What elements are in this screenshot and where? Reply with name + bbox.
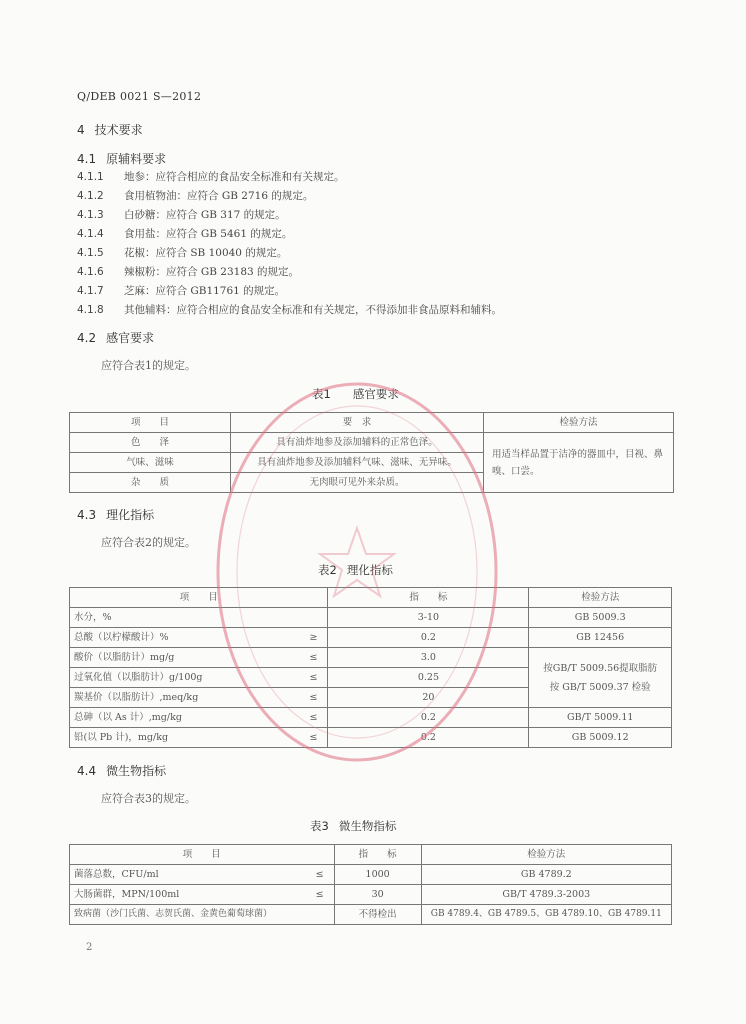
- requirement-cell: 具有油炸地参及添加辅料的正常色泽。: [231, 433, 484, 453]
- comparator-cell: ≤: [297, 708, 328, 728]
- clause-text: 花椒：应符合 SB 10040 的规定。: [124, 247, 288, 259]
- item-cell: 色 泽: [70, 433, 231, 453]
- clause-number: 4.1.3: [77, 209, 104, 221]
- item-cell: 致病菌（沙门氏菌、志贺氏菌、金黄色葡萄球菌）: [70, 905, 304, 925]
- comparator-cell: ≥: [297, 628, 328, 648]
- header-cell: 指 标: [334, 845, 421, 865]
- table-row: [70, 628, 672, 648]
- comparator-cell: [297, 608, 328, 628]
- comparator-cell: ≤: [297, 728, 328, 748]
- clause-number: 4.1.7: [77, 285, 104, 297]
- header-cell: 指 标: [328, 588, 529, 608]
- item-cell: 总砷（以 As 计）,mg/kg: [70, 708, 298, 728]
- comparator-cell: ≤: [297, 648, 328, 668]
- subsection-title: 微生物指标: [106, 764, 167, 778]
- requirement-line: [77, 226, 292, 241]
- table-row: [70, 905, 672, 925]
- comparator-cell: ≤: [297, 688, 328, 708]
- value-cell: 1000: [334, 865, 421, 885]
- clause-number: 4.1.6: [77, 266, 104, 278]
- value-cell: 20: [328, 688, 529, 708]
- subsection-heading: [77, 329, 154, 346]
- requirement-line: [77, 188, 313, 203]
- method-line: 按GB/T 5009.56提取脂肪: [543, 662, 658, 674]
- method-cell: GB 4789.2: [421, 865, 671, 885]
- document-code: Q/DEB 0021 S—2012: [77, 90, 202, 103]
- clause-text: 白砂糖：应符合 GB 317 的规定。: [124, 209, 286, 221]
- subsection-title: 理化指标: [106, 508, 155, 522]
- method-cell: GB 5009.12: [529, 728, 672, 748]
- section-number: 4: [77, 123, 85, 137]
- header-cell: 检验方法: [421, 845, 671, 865]
- requirement-cell: 无肉眼可见外来杂质。: [231, 473, 484, 493]
- comparator-cell: ≤: [304, 865, 335, 885]
- subsection-number: 4.1: [77, 152, 97, 166]
- subsection-title: 原辅料要求: [106, 152, 167, 166]
- requirement-line: [77, 283, 285, 298]
- table-caption: [312, 386, 399, 402]
- subsection-number: 4.3: [77, 508, 97, 522]
- requirement-line: [77, 207, 286, 222]
- value-cell: 不得检出: [334, 905, 421, 925]
- value-cell: 3.0: [328, 648, 529, 668]
- value-cell: 30: [334, 885, 421, 905]
- header-cell: 检验方法: [529, 588, 672, 608]
- requirement-line: [77, 245, 287, 260]
- table-row: [70, 608, 672, 628]
- requirement-line: [77, 302, 502, 317]
- comparator-cell: ≤: [304, 885, 335, 905]
- table-row: [70, 865, 672, 885]
- method-line: 按 GB/T 5009.37 检验: [549, 681, 651, 693]
- table-number: 表1: [312, 387, 331, 401]
- table-row: [70, 433, 674, 453]
- subsection-heading: [77, 506, 154, 523]
- subsection-number: 4.2: [77, 331, 97, 345]
- item-cell: 总酸（以柠檬酸计）%: [70, 628, 298, 648]
- table-header-row: [70, 413, 674, 433]
- method-cell: GB/T 5009.11: [529, 708, 672, 728]
- value-cell: 3-10: [328, 608, 529, 628]
- header-cell: 项 目: [70, 588, 328, 608]
- value-cell: 0.2: [328, 708, 529, 728]
- method-cell: GB 12456: [529, 628, 672, 648]
- table-caption: [310, 818, 396, 834]
- table-number: 表2: [318, 563, 337, 577]
- item-cell: 气味、滋味: [70, 453, 231, 473]
- clause-number: 4.1.2: [77, 190, 104, 202]
- clause-number: 4.1.4: [77, 228, 104, 240]
- table-row: [70, 728, 672, 748]
- method-cell: GB 5009.3: [529, 608, 672, 628]
- clause-text: 食用盐：应符合 GB 5461 的规定。: [124, 228, 293, 240]
- subsection-heading: [77, 762, 166, 779]
- table-title: 微生物指标: [338, 819, 397, 833]
- paragraph: 应符合表1的规定。: [101, 359, 196, 372]
- item-cell: 铅(以 Pb 计)，mg/kg: [70, 728, 298, 748]
- item-cell: 羰基价（以脂肪计）,meq/kg: [70, 688, 298, 708]
- value-cell: 0.25: [328, 668, 529, 688]
- comparator-cell: ≤: [297, 668, 328, 688]
- table-row: [70, 648, 672, 668]
- item-cell: 水分，%: [70, 608, 298, 628]
- clause-text: 芝麻：应符合 GB11761 的规定。: [124, 285, 286, 297]
- item-cell: 酸价（以脂肪计）mg/g: [70, 648, 298, 668]
- clause-number: 4.1.1: [77, 171, 104, 183]
- requirement-line: [77, 264, 299, 279]
- paragraph: 应符合表2的规定。: [101, 536, 196, 549]
- section-heading: [77, 121, 143, 138]
- physicochemical-table: [69, 587, 672, 748]
- value-cell: 0.2: [328, 628, 529, 648]
- paragraph: 应符合表3的规定。: [101, 792, 196, 805]
- section-title: 技术要求: [94, 123, 143, 137]
- clause-text: 食用植物油：应符合 GB 2716 的规定。: [124, 190, 314, 202]
- table-number: 表3: [310, 819, 329, 833]
- clause-text: 其他辅料：应符合相应的食品安全标准和有关规定，不得添加非食品原料和辅料。: [124, 304, 502, 316]
- clause-number: 4.1.5: [77, 247, 104, 259]
- table-header-row: [70, 845, 672, 865]
- requirement-cell: 具有油炸地参及添加辅料气味、滋味、无异味。: [231, 453, 484, 473]
- table-title: 感官要求: [352, 387, 399, 401]
- header-cell: 项 目: [70, 845, 335, 865]
- item-cell: 过氧化值（以脂肪计）g/100g: [70, 668, 298, 688]
- clause-text: 地参：应符合相应的食品安全标准和有关规定。: [124, 171, 345, 183]
- comparator-cell: [304, 905, 335, 925]
- microbiology-table: [69, 844, 672, 925]
- item-cell: 菌落总数，CFU/ml: [70, 865, 304, 885]
- header-cell: 检验方法: [484, 413, 674, 433]
- table-header-row: [70, 588, 672, 608]
- item-cell: 大肠菌群，MPN/100ml: [70, 885, 304, 905]
- requirement-line: [77, 169, 345, 184]
- clause-number: 4.1.8: [77, 304, 104, 316]
- subsection-number: 4.4: [77, 764, 97, 778]
- table-caption: [318, 562, 393, 578]
- method-cell: GB 4789.4、GB 4789.5、GB 4789.10、GB 4789.11: [421, 905, 671, 925]
- table-row: [70, 885, 672, 905]
- clause-text: 辣椒粉：应符合 GB 23183 的规定。: [124, 266, 300, 278]
- table-title: 理化指标: [346, 563, 393, 577]
- method-cell: GB/T 4789.3-2003: [421, 885, 671, 905]
- value-cell: 0.2: [328, 728, 529, 748]
- merged-method-cell: [529, 648, 672, 708]
- header-cell: 要 求: [231, 413, 484, 433]
- item-cell: 杂 质: [70, 473, 231, 493]
- method-cell: 用适当样品置于洁净的器皿中，目视、鼻嗅、口尝。: [484, 433, 674, 493]
- header-cell: 项 目: [70, 413, 231, 433]
- table-row: [70, 708, 672, 728]
- sensory-table: [69, 412, 674, 493]
- subsection-title: 感官要求: [106, 331, 155, 345]
- subsection-heading: [77, 150, 166, 167]
- page-number: 2: [86, 942, 93, 953]
